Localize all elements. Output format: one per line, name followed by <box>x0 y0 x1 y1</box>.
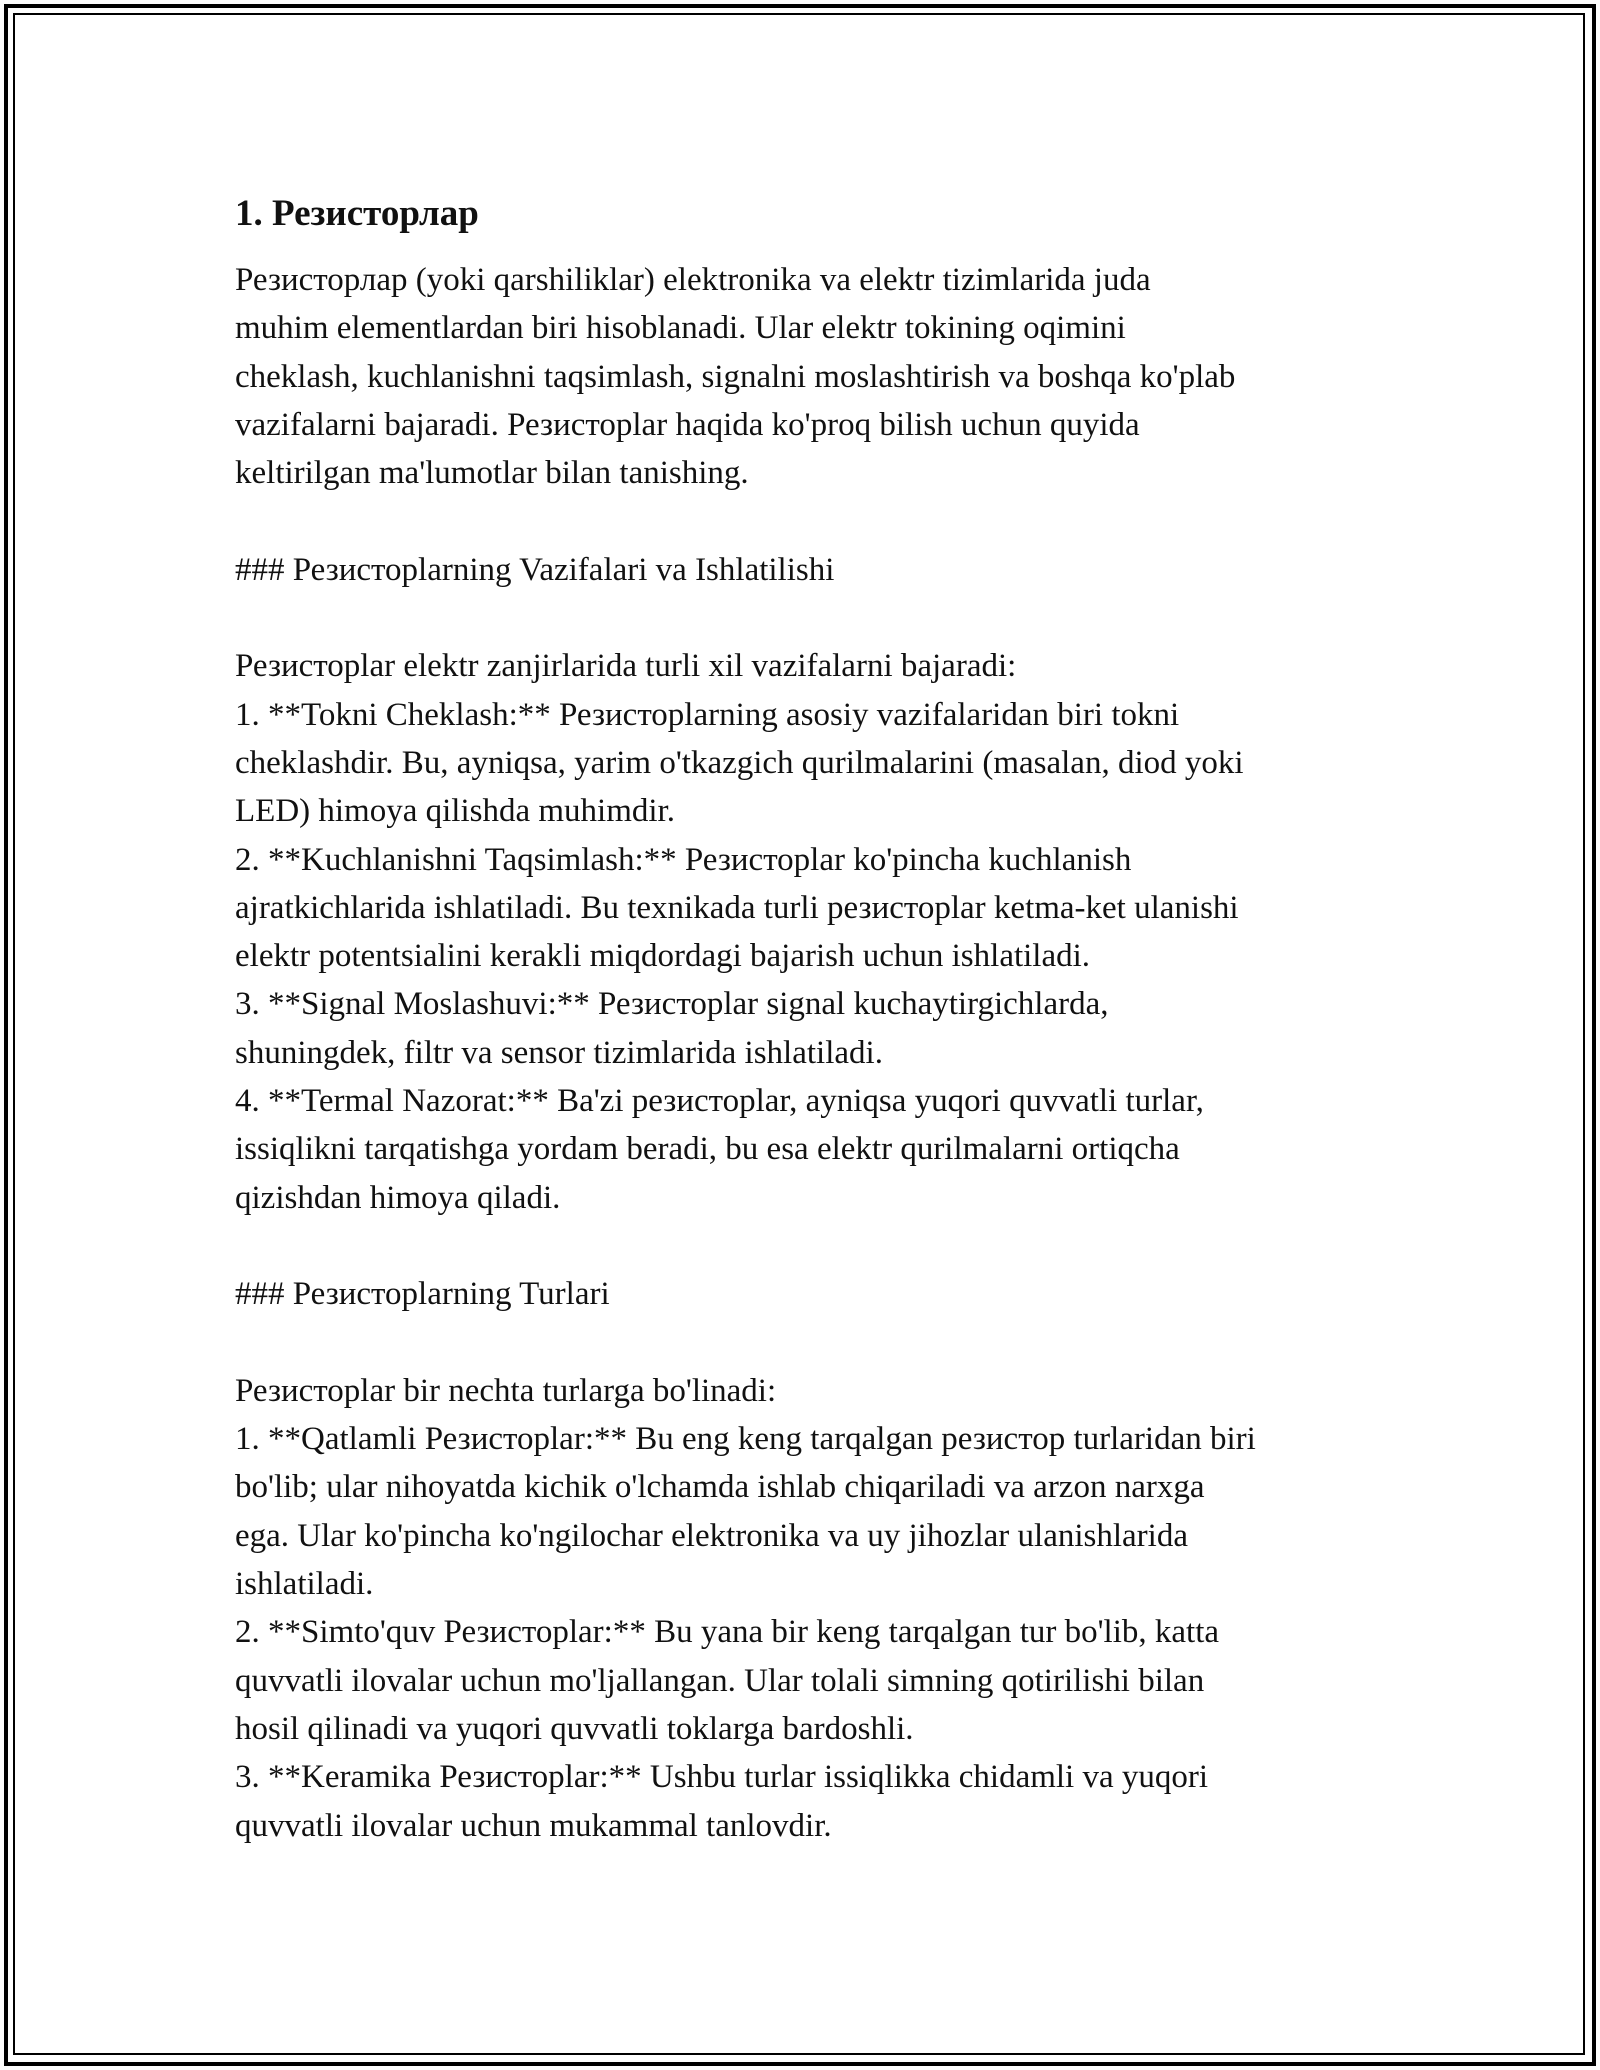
text-line: vazifalarni bajaradi. Резисторlar haqida ko'proq bilish uchun quyida <box>235 406 1140 443</box>
text-line: 1. **Qatlamli Резисторlar:** Bu eng keng tarqalgan резистор turlaridan biri <box>235 1421 1256 1458</box>
text-line: 3. **Keramika Резисторlar:** Ushbu turlar issiqlikka chidamli va yuqori <box>235 1759 1209 1796</box>
spacer <box>235 1319 1375 1367</box>
text-line: ishlatiladi. <box>235 1566 374 1603</box>
section-body-turlari <box>235 1367 1375 1850</box>
text-line: 3. **Signal Moslashuvi:** Резисторlar signal kuchaytirgichlarda, <box>235 986 1109 1023</box>
text-line: bo'lib; ular nihoyatda kichik o'lchamda ishlab chiqariladi va arzon narxga <box>235 1469 1205 1506</box>
text-line: cheklash, kuchlanishni taqsimlash, signalni moslashtirish va boshqa ko'plab <box>235 358 1236 395</box>
section-heading-turlari: ### Резисторlarning Turlari <box>235 1276 610 1313</box>
text-line: 4. **Termal Nazorat:** Ba'zi резисторlar, ayniqsa yuqori quvvatli turlar, <box>235 1083 1204 1120</box>
text-line: 2. **Simto'quv Резисторlar:** Bu yana bir keng tarqalgan tur bo'lib, katta <box>235 1614 1220 1651</box>
text-line: ega. Ular ko'pincha ko'ngilochar elektronika va uy jihozlar ulanishlarida <box>235 1517 1188 1554</box>
text-line: elektr potentsialini kerakli miqdordagi bajarish uchun ishlatiladi. <box>235 938 1091 975</box>
spacer <box>235 497 1375 545</box>
section-body-vazifalari <box>235 642 1375 1222</box>
spacer <box>235 594 1375 642</box>
section-heading-vazifalari: ### Резисторlarning Vazifalari va Ishlatilishi <box>235 551 835 588</box>
text-line: 1. **Tokni Cheklash:** Резисторlarning asosiy vazifalaridan biri tokni <box>235 696 1180 733</box>
text-line: quvvatli ilovalar uchun mo'ljallangan. Ular tolali simning qotirilishi bilan <box>235 1662 1205 1699</box>
text-line: Резисторlar bir nechta turlarga bo'linadi: <box>235 1372 777 1409</box>
text-line: qizishdan himoya qiladi. <box>235 1179 561 1216</box>
text-line: 2. **Kuchlanishni Taqsimlash:** Резисторlar ko'pincha kuchlanish <box>235 841 1132 878</box>
document-body <box>235 184 1375 1850</box>
text-line: issiqlikni tarqatishga yordam beradi, bu esa elektr qurilmalarni ortiqcha <box>235 1131 1180 1168</box>
text-line: keltirilgan ma'lumotlar bilan tanishing. <box>235 455 749 492</box>
text-line: quvvatli ilovalar uchun mukammal tanlovdir. <box>235 1807 832 1844</box>
text-line: ajratkichlarida ishlatiladi. Bu texnikada turli резисторlar ketma-ket ulanishi <box>235 889 1239 926</box>
intro-paragraph <box>235 256 1375 497</box>
document-title: 1. Резисторлар <box>235 193 479 234</box>
text-line: LED) himoya qilishda muhimdir. <box>235 793 675 830</box>
text-line: shuningdek, filtr va sensor tizimlarida ishlatiladi. <box>235 1034 883 1071</box>
text-line: muhim elementlardan biri hisoblanadi. Ular elektr tokining oqimini <box>235 310 1126 347</box>
text-line: Резисторлар (yoki qarshiliklar) elektronika va elektr tizimlarida juda <box>235 262 1151 298</box>
text-line: hosil qilinadi va yuqori quvvatli toklarga bardoshli. <box>235 1710 914 1747</box>
text-line: Резисторlar elektr zanjirlarida turli xil vazifalarni bajaradi: <box>235 648 1017 685</box>
text-line: cheklashdir. Bu, ayniqsa, yarim o'tkazgich qurilmalarini (masalan, diod yoki <box>235 744 1244 781</box>
spacer <box>235 1222 1375 1270</box>
